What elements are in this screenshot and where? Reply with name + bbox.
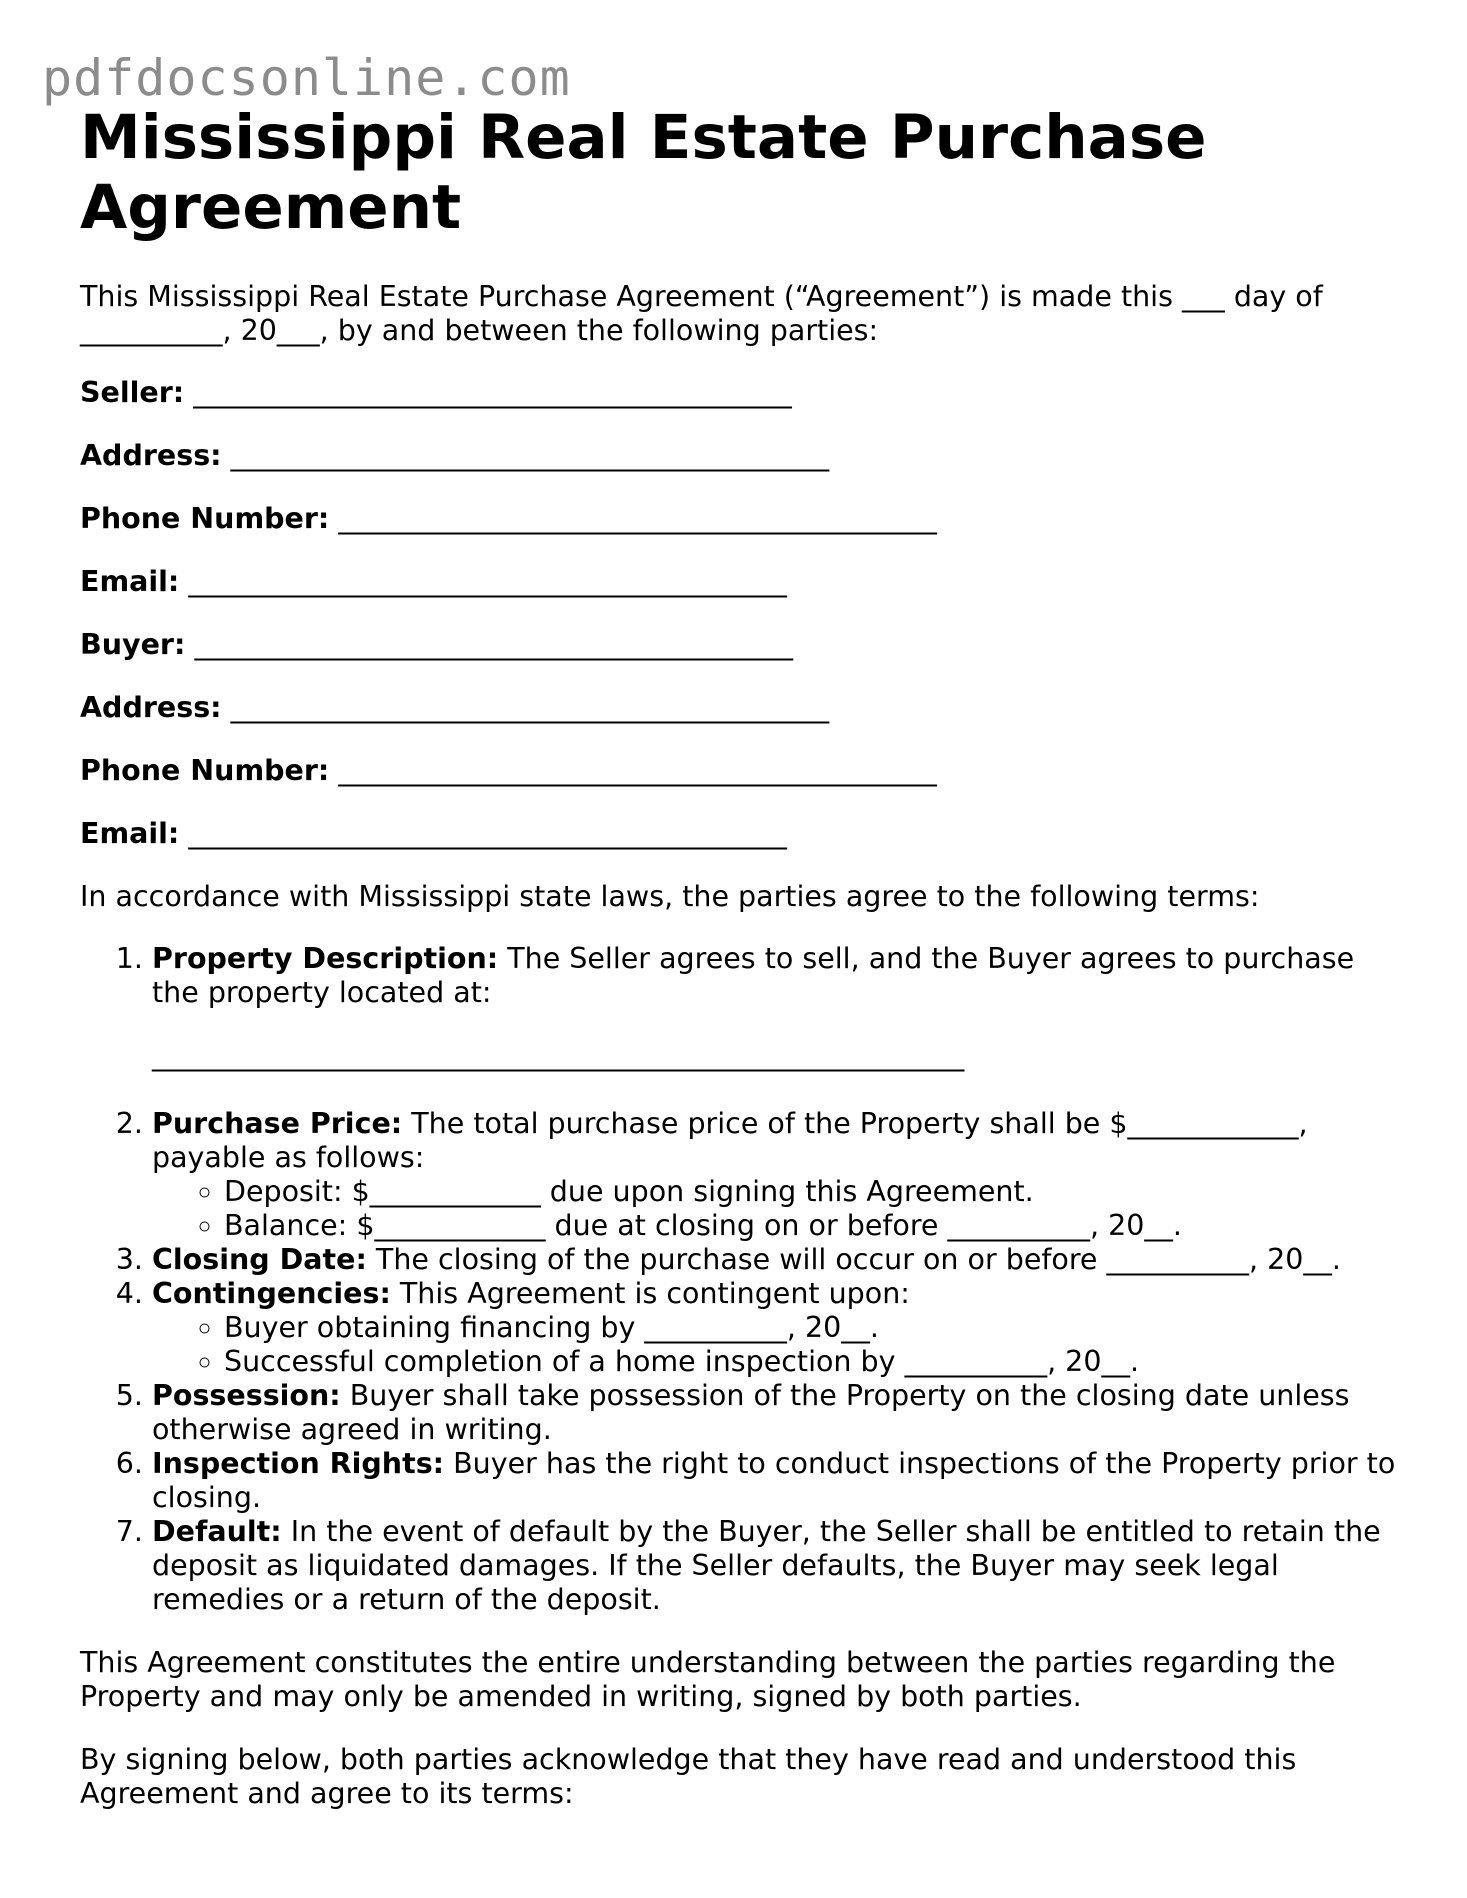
inspection-item: ◦ Successful completion of a home inspection by __________, 20__.	[224, 1345, 1400, 1379]
document-page	[80, 103, 1400, 1811]
buyer-field[interactable]	[80, 628, 1400, 662]
term-text: The closing of the purchase will occur on or before __________, 20__.	[366, 1243, 1341, 1276]
field-label: Buyer:	[80, 628, 186, 661]
party-fields	[80, 376, 1400, 851]
term-property-description	[152, 942, 1400, 1073]
intro-paragraph: This Mississippi Real Estate Purchase Agreement (“Agreement”) is made this ___ day of __________, 20___, by and between the following parties:	[80, 280, 1323, 347]
term-default	[152, 1515, 1400, 1617]
field-label: Phone Number:	[80, 754, 330, 787]
term-possession	[152, 1379, 1400, 1447]
document-title: Mississippi Real Estate Purchase Agreement	[80, 102, 1207, 243]
field-blank[interactable]: __________________________________________	[230, 439, 830, 472]
field-blank[interactable]: __________________________________________	[188, 565, 787, 598]
term-text: The total purchase price of the Property shall be $____________, payable as follows:	[152, 1107, 1308, 1174]
field-label: Address:	[80, 691, 222, 724]
financing-item: ◦ Buyer obtaining financing by __________, 20__.	[224, 1311, 1400, 1345]
term-inspection-rights	[152, 1447, 1400, 1515]
field-blank[interactable]: __________________________________________	[193, 376, 792, 409]
contingencies-sublist	[152, 1311, 1400, 1379]
term-text: This Agreement is contingent upon:	[390, 1277, 910, 1310]
term-heading: Purchase Price:	[152, 1107, 403, 1140]
field-blank[interactable]: __________________________________________	[338, 754, 937, 787]
buyer-email-field[interactable]	[80, 817, 1400, 851]
term-contingencies	[152, 1277, 1400, 1379]
term-heading: Contingencies:	[152, 1277, 391, 1310]
term-heading: Closing Date:	[152, 1243, 367, 1276]
entire-agreement-paragraph: This Agreement constitutes the entire understanding between the parties regarding the Property and may only be amended in writing, signed by both parties.	[80, 1646, 1336, 1713]
seller-field[interactable]	[80, 376, 1400, 410]
acknowledgement-paragraph: By signing below, both parties acknowledge that they have read and understood this Agreement and agree to its terms:	[80, 1743, 1297, 1810]
seller-address-field[interactable]	[80, 439, 1400, 473]
field-blank[interactable]: __________________________________________	[230, 691, 830, 724]
field-label: Email:	[80, 817, 180, 850]
field-blank[interactable]: __________________________________________	[194, 628, 793, 661]
price-sublist	[152, 1175, 1400, 1243]
property-address-blank[interactable]: _________________________________________________________	[152, 1039, 965, 1072]
field-label: Email:	[80, 565, 180, 598]
field-label: Seller:	[80, 376, 185, 409]
term-heading: Inspection Rights:	[152, 1447, 445, 1480]
term-closing-date	[152, 1243, 1400, 1277]
balance-item: ◦ Balance: $____________ due at closing on or before __________, 20__.	[224, 1209, 1400, 1243]
field-label: Phone Number:	[80, 502, 330, 535]
laws-paragraph: In accordance with Mississippi state laws, the parties agree to the following terms:	[80, 880, 1260, 913]
term-heading: Possession:	[152, 1379, 341, 1412]
term-purchase-price	[152, 1107, 1400, 1243]
seller-phone-field[interactable]	[80, 502, 1400, 536]
field-blank[interactable]: __________________________________________	[338, 502, 937, 535]
term-text: The Seller agrees to sell, and the Buyer agrees to purchase the property located at:	[152, 942, 1355, 1009]
terms-list	[80, 942, 1400, 1617]
field-blank[interactable]: __________________________________________	[188, 817, 787, 850]
watermark: pdfdocsonline.com	[42, 49, 571, 107]
term-text: In the event of default by the Buyer, the Seller shall be entitled to retain the deposit as liquidated damages. If the Seller defaults, the Buyer may seek legal remedies or a return of the deposit.	[152, 1515, 1381, 1616]
buyer-address-field[interactable]	[80, 691, 1400, 725]
term-text: Buyer shall take possession of the Property on the closing date unless otherwise agreed in writing.	[152, 1379, 1350, 1446]
term-text: Buyer has the right to conduct inspections of the Property prior to closing.	[152, 1447, 1396, 1514]
term-heading: Default:	[152, 1515, 282, 1548]
field-label: Address:	[80, 439, 222, 472]
deposit-item: ◦ Deposit: $____________ due upon signing this Agreement.	[224, 1175, 1400, 1209]
seller-email-field[interactable]	[80, 565, 1400, 599]
term-heading: Property Description:	[152, 942, 499, 975]
buyer-phone-field[interactable]	[80, 754, 1400, 788]
